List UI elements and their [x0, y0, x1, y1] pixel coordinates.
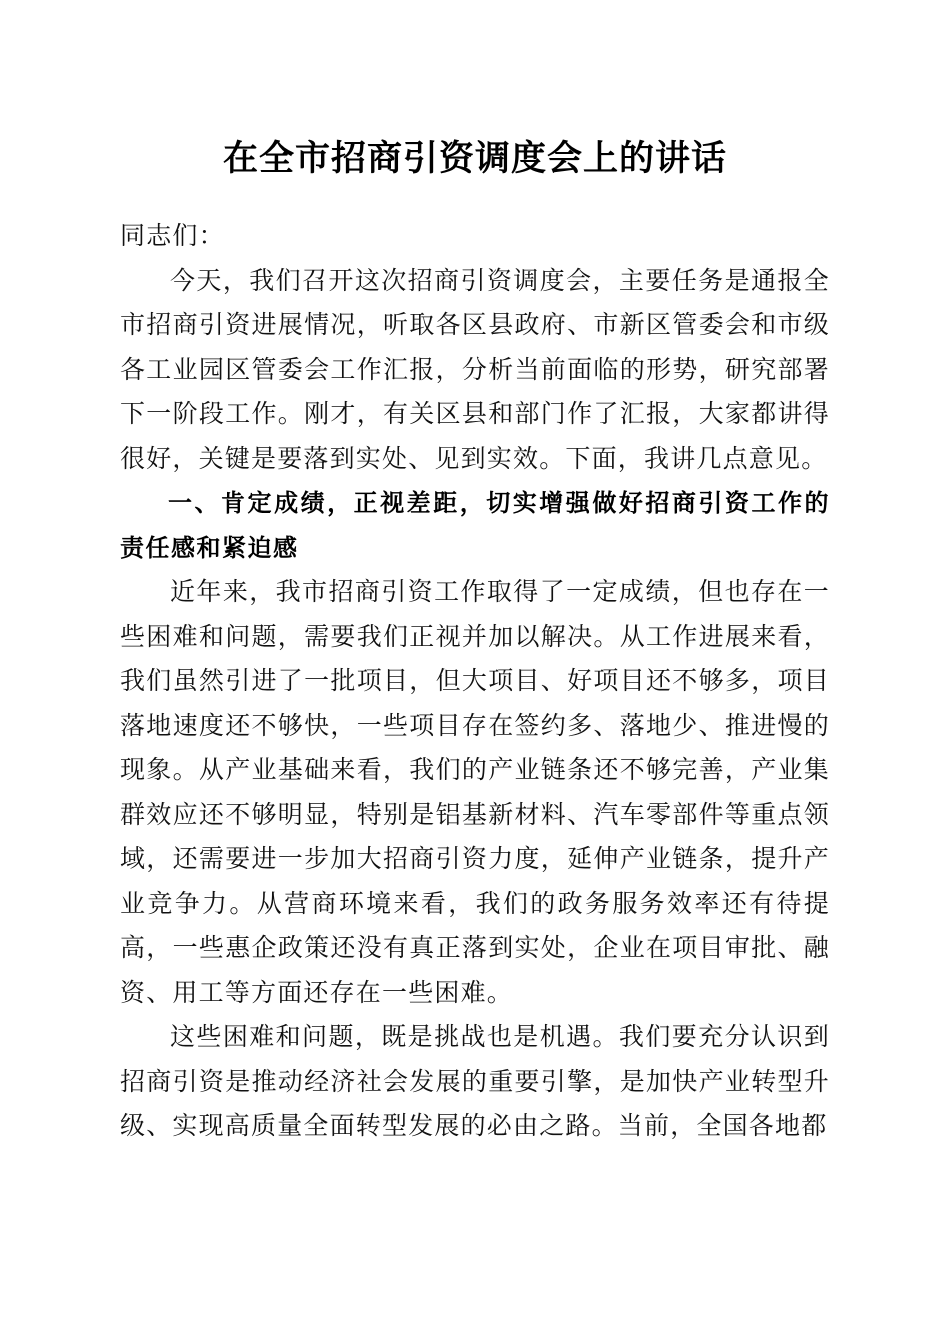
document-title: 在全市招商引资调度会上的讲话	[222, 138, 727, 179]
opening-paragraph: 今天，我们召开这次招商引资调度会，主要任务是通报全市招商引资进展情况，听取各区县政府、市新区管委会和市级各工业园区管委会工作汇报，分析当前面临的形势，研究部署下一阶段工作。刚才，有关区县和部门作了汇报，大家都讲得很好，关键是要落到实处、见到实效。下面，我讲几点意见。	[120, 265, 830, 473]
section1-paragraph-1: 近年来，我市招商引资工作取得了一定成绩，但也存在一些困难和问题，需要我们正视并加以解决。从工作进展来看，我们虽然引进了一批项目，但大项目、好项目还不够多，项目落地速度还不够快，一些项目存在签约多、落地少、推进慢的现象。从产业基础来看，我们的产业链条还不够完善，产业集群效应还不够明显，特别是铝基新材料、汽车零部件等重点领域，还需要进一步加大招商引资力度，延伸产业链条，提升产业竞争力。从营商环境来看，我们的政务服务效率还有待提高，一些惠企政策还没有真正落到实处，企业在项目审批、融资、用工等方面还存在一些困难。	[120, 577, 830, 1007]
section1-paragraph-2: 这些困难和问题，既是挑战也是机遇。我们要充分认识到招商引资是推动经济社会发展的重要引擎，是加快产业转型升级、实现高质量全面转型发展的必由之路。当前，全国各地都	[120, 1022, 830, 1140]
section-heading-1: 一、肯定成绩，正视差距，切实增强做好招商引资工作的责任感和紧迫感	[120, 489, 830, 562]
salutation: 同志们：	[120, 221, 225, 250]
document-body	[120, 214, 830, 1149]
